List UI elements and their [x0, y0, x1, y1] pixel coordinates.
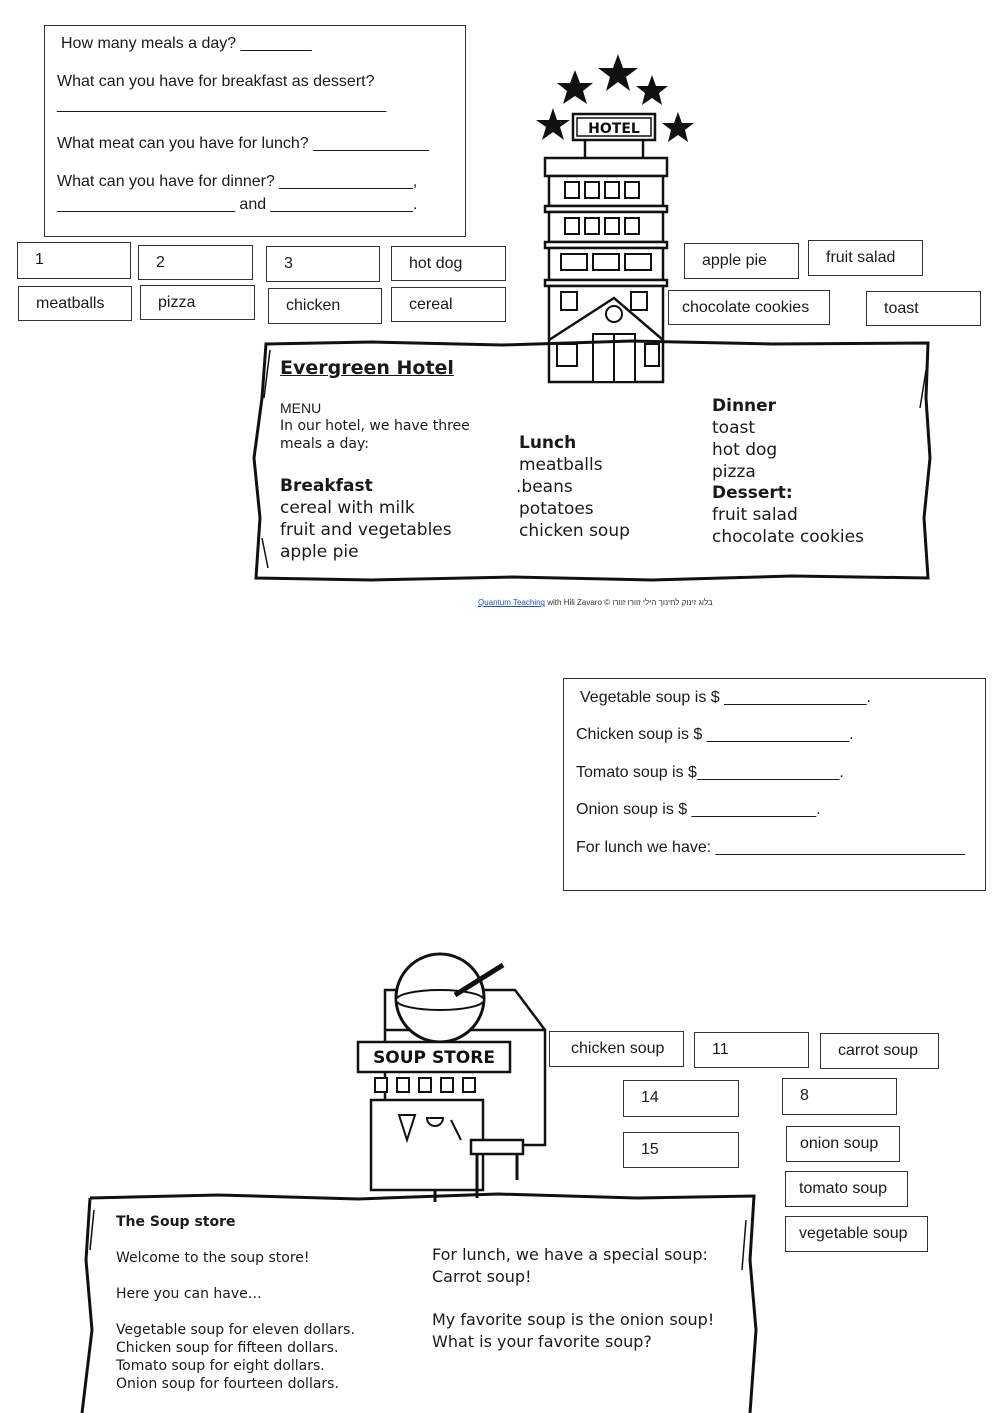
breakfast-title: Breakfast: [280, 476, 373, 496]
soup-special-text: For lunch, we have a special soup:: [432, 1245, 708, 1264]
soup-menu-item: Vegetable soup for eleven dollars.: [116, 1322, 355, 1338]
dessert-item: chocolate cookies: [712, 527, 864, 547]
soup-question-2: Chicken soup is $ ________________.: [576, 726, 854, 743]
hotel-menu-title: Evergreen Hotel: [280, 357, 454, 379]
answer-chicken[interactable]: chicken: [268, 288, 382, 324]
soup-question-3: Tomato soup is $________________.: [576, 764, 844, 781]
soup-menu-item: Chicken soup for fifteen dollars.: [116, 1340, 339, 1356]
hotel-questions-box: [44, 25, 466, 237]
soup-answer-15[interactable]: 15: [623, 1132, 739, 1168]
answer-apple-pie[interactable]: apple pie: [684, 243, 799, 279]
soup-question-4: Onion soup is $ ______________.: [576, 801, 821, 818]
soup-answer-onion-soup[interactable]: onion soup: [786, 1126, 900, 1162]
soup-questions-box: [563, 678, 986, 891]
soup-menu-item: Tomato soup for eight dollars.: [116, 1358, 325, 1374]
soup-special-name: Carrot soup!: [432, 1267, 532, 1286]
dessert-item: fruit salad: [712, 505, 798, 525]
hotel-question-3: What meat can you have for lunch? _____________: [57, 135, 429, 152]
answer-chocolate-cookies[interactable]: chocolate cookies: [668, 290, 830, 325]
soup-answer-11[interactable]: 11: [694, 1032, 809, 1068]
soup-answer-8[interactable]: 8: [782, 1078, 897, 1115]
hotel-question-2-line: _____________________________________: [57, 96, 387, 113]
answer-1[interactable]: 1: [17, 242, 131, 279]
soup-answer-carrot-soup[interactable]: carrot soup: [820, 1033, 939, 1069]
soup-menu-title: The Soup store: [116, 1214, 236, 1230]
menu-intro-1: In our hotel, we have three: [280, 418, 470, 434]
answer-toast[interactable]: toast: [866, 291, 981, 326]
soup-favorite-question: What is your favorite soup?: [432, 1332, 652, 1351]
answer-pizza[interactable]: pizza: [140, 285, 255, 320]
dinner-item: hot dog: [712, 440, 778, 460]
soup-favorite-text: My favorite soup is the onion soup!: [432, 1310, 715, 1329]
dinner-item: pizza: [712, 462, 756, 482]
hotel-question-2: What can you have for breakfast as dessert?: [57, 73, 375, 90]
soup-answer-14[interactable]: 14: [623, 1080, 739, 1117]
soup-welcome: Welcome to the soup store!: [116, 1250, 310, 1266]
dessert-title: Dessert:: [712, 483, 793, 503]
credit-text: with Hili Zavaro © בלוג זינוק לחינוך הילי זוורו זוורו: [545, 598, 713, 607]
lunch-title: Lunch: [519, 433, 577, 453]
menu-label: MENU: [280, 400, 322, 416]
lunch-item: chicken soup: [519, 521, 630, 541]
hotel-question-1: How many meals a day? ________: [61, 35, 312, 52]
answer-2[interactable]: 2: [138, 245, 253, 280]
answer-fruit-salad[interactable]: fruit salad: [808, 240, 923, 276]
menu-intro-2: meals a day:: [280, 436, 369, 452]
soup-menu-item: Onion soup for fourteen dollars.: [116, 1376, 339, 1392]
dinner-title: Dinner: [712, 396, 777, 416]
credit-line: [478, 598, 713, 607]
hotel-question-4-line: ____________________ and ________________.: [57, 196, 418, 213]
hotel-sign-text: HOTEL: [588, 121, 640, 137]
breakfast-item: cereal with milk: [280, 498, 415, 518]
breakfast-item: apple pie: [280, 542, 359, 562]
soup-store-illustration: [355, 950, 550, 1205]
soup-here: Here you can have…: [116, 1286, 262, 1302]
lunch-item: .beans: [516, 477, 573, 497]
answer-3[interactable]: 3: [266, 246, 380, 282]
answer-meatballs[interactable]: meatballs: [18, 286, 132, 321]
soup-answer-tomato-soup[interactable]: tomato soup: [785, 1171, 908, 1207]
dinner-item: toast: [712, 418, 756, 438]
lunch-item: potatoes: [519, 499, 594, 519]
credit-link[interactable]: Quantum Teaching: [478, 598, 546, 607]
lunch-item: meatballs: [519, 455, 603, 475]
soup-answer-vegetable-soup[interactable]: vegetable soup: [785, 1216, 928, 1252]
breakfast-item: fruit and vegetables: [280, 520, 452, 540]
hotel-question-4: What can you have for dinner? _______________,: [57, 173, 418, 190]
soup-question-5: For lunch we have: ____________________________: [576, 839, 965, 856]
answer-hot-dog[interactable]: hot dog: [391, 246, 506, 281]
soup-store-sign-text: SOUP STORE: [373, 1048, 495, 1068]
soup-question-1: Vegetable soup is $ ________________.: [580, 689, 871, 706]
soup-answer-chicken-soup[interactable]: chicken soup: [549, 1031, 684, 1067]
answer-cereal[interactable]: cereal: [391, 287, 506, 322]
